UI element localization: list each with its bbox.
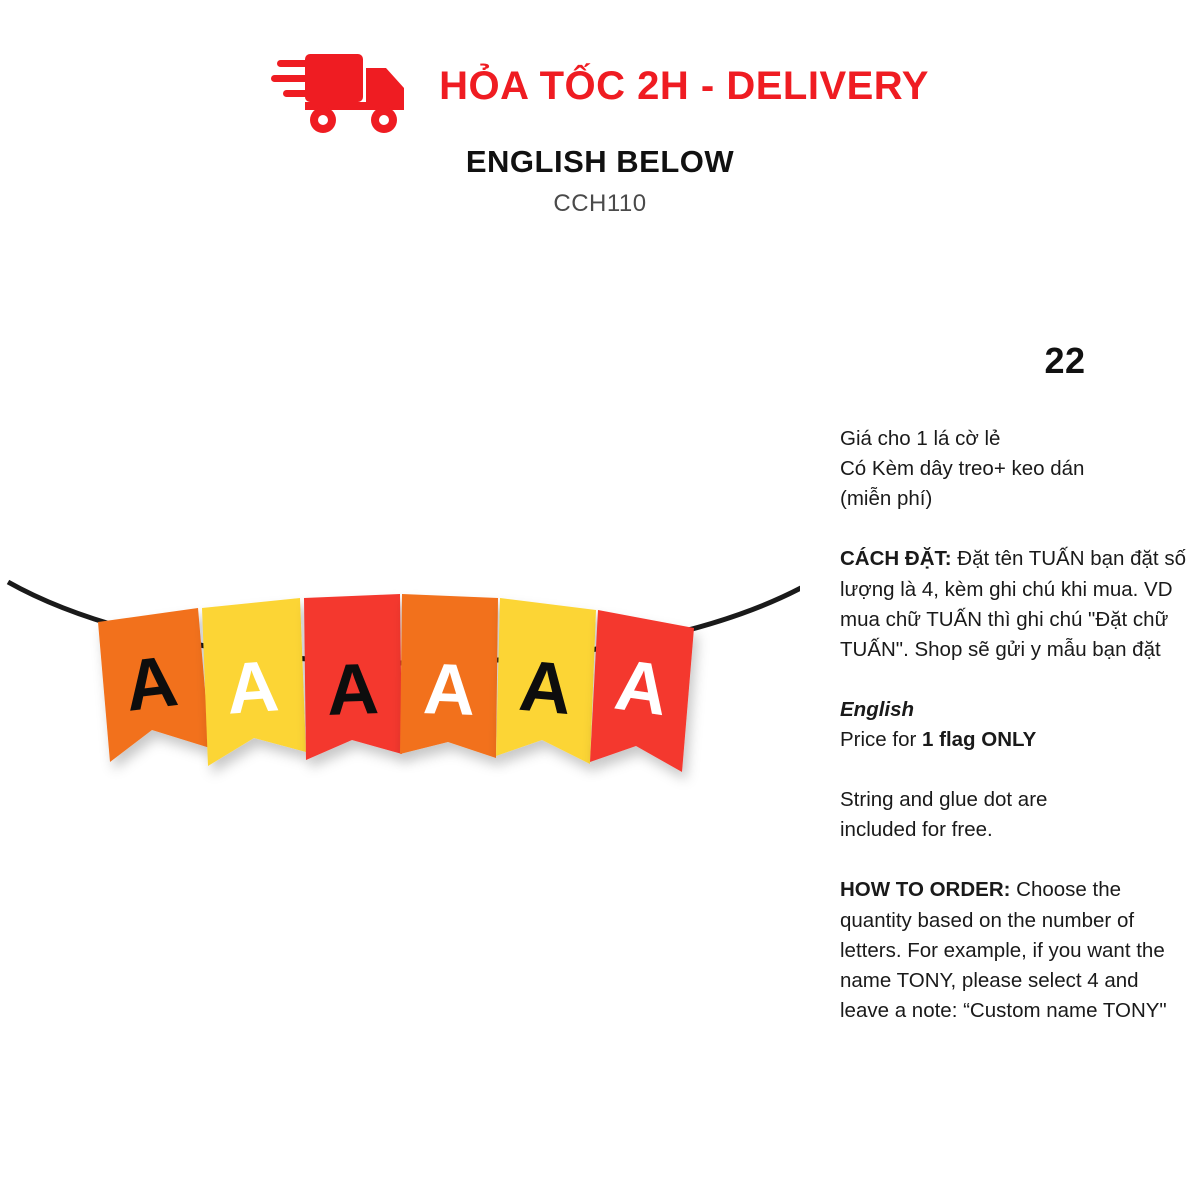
svg-text:A: A [120, 641, 182, 727]
svg-text:A: A [516, 645, 575, 731]
price-value: 22 [1044, 340, 1086, 381]
delivery-truck-icon [271, 34, 411, 138]
header [0, 34, 1200, 218]
how-to-order-en [840, 875, 1190, 1026]
howto-label: HOW TO ORDER: [840, 878, 1011, 902]
product-image [0, 540, 800, 920]
english-heading [840, 695, 1190, 725]
header-subtitle: ENGLISH BELOW [465, 144, 735, 179]
flag-3 [304, 594, 402, 760]
price-en-prefix: Price for [840, 728, 923, 751]
svg-text:A: A [325, 649, 381, 731]
flag-5 [496, 598, 596, 764]
flag-6 [590, 610, 694, 772]
english-label: English [840, 697, 915, 721]
order-text: Đặt tên TUẤN bạn đặt số lượng là 4, kèm ghi chú khi mua. VD mua chữ TUẤN thì ghi chú "Đặt chữ TUẤN". Shop sẽ gửi y mẫu bạn đặt [840, 547, 1186, 661]
order-label: CÁCH ĐẶT: [840, 547, 952, 571]
vi-intro-line-3: (miễn phí) [840, 487, 933, 511]
vi-intro-line-1: Giá cho 1 lá cờ lẻ [840, 427, 1001, 450]
flag-1 [98, 608, 210, 762]
order-instructions-vi [840, 544, 1190, 665]
howto-text: Choose the quantity based on the number of letters. For example, if you want the name TONY, please select 4 and leave a note: “Custom name TONY" [840, 878, 1167, 1022]
string-glue-note [840, 785, 1190, 845]
header-title: HỎA TỐC 2H - DELIVERY [439, 63, 929, 108]
string-line-2: included for free. [840, 818, 993, 842]
vi-intro-block [840, 424, 1190, 514]
flag-2 [202, 598, 306, 766]
price-en-strong: 1 flag ONLY [922, 728, 1037, 751]
price-en-line [840, 725, 1190, 755]
svg-text:A: A [223, 646, 282, 730]
header-row [271, 34, 929, 138]
flag-4 [400, 594, 498, 758]
string-line-1: String and glue dot are [840, 788, 1048, 812]
svg-text:A: A [421, 649, 477, 731]
product-code: CCH110 [553, 190, 647, 217]
info-panel [840, 340, 1190, 1026]
svg-text:A: A [610, 644, 673, 732]
vi-intro-line-2: Có Kèm dây treo+ keo dán [840, 457, 1085, 481]
